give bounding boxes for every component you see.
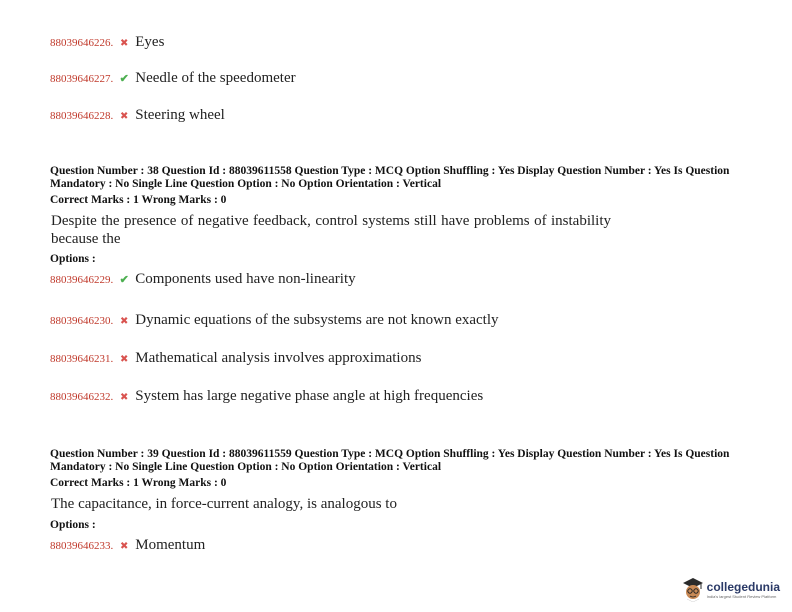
option-id: 88039646226. [50, 37, 114, 49]
question-meta: Question Number : 39 Question Id : 88039611559 Question Type : MCQ Option Shuffling : Yes Display Question Number : Yes Is Question Mandatory : No Single Line Question Option : No Option Orientation : Vertical [50, 448, 730, 473]
question-marks: Correct Marks : 1 Wrong Marks : 0 [50, 194, 227, 206]
logo-tagline: India's largest Student Review Platform [706, 593, 777, 599]
check-icon: ✔ [119, 273, 129, 286]
option-id: 88039646229. [50, 274, 114, 286]
cross-icon: ✖ [120, 111, 129, 122]
option-id: 88039646227. [50, 73, 114, 85]
option-text: Steering wheel [135, 107, 225, 123]
option-text: Momentum [135, 537, 206, 553]
option-row [50, 34, 164, 51]
options-label: Options : [50, 253, 96, 265]
option-text: System has large negative phase angle at high frequencies [135, 388, 484, 404]
check-icon: ✔ [119, 72, 129, 85]
options-label: Options : [50, 519, 96, 531]
option-row [50, 537, 205, 554]
option-row [50, 107, 225, 124]
cross-icon: ✖ [120, 392, 129, 403]
option-text: Components used have non-linearity [135, 271, 356, 287]
option-id: 88039646231. [50, 353, 114, 365]
question-text: The capacitance, in force-current analogy, is analogous to [51, 496, 397, 512]
option-row [50, 70, 296, 87]
cross-icon: ✖ [120, 541, 129, 552]
cross-icon: ✖ [120, 38, 129, 49]
cross-icon: ✖ [120, 354, 129, 365]
option-row [50, 271, 356, 288]
option-text: Mathematical analysis involves approximations [135, 350, 422, 366]
question-text: Despite the presence of negative feedback, control systems still have problems of instability because the [51, 213, 611, 247]
question-marks: Correct Marks : 1 Wrong Marks : 0 [50, 477, 227, 489]
option-id: 88039646232. [50, 391, 114, 403]
option-id: 88039646228. [50, 110, 114, 122]
option-row [50, 312, 499, 329]
option-row [50, 350, 421, 367]
logo-name: collegedunia [706, 579, 780, 594]
graduate-mascot-icon [681, 576, 705, 602]
option-text: Dynamic equations of the subsystems are not known exactly [135, 312, 499, 328]
collegedunia-logo[interactable] [681, 576, 780, 602]
option-id: 88039646230. [50, 315, 114, 327]
option-text: Needle of the speedometer [135, 70, 296, 86]
option-text: Eyes [135, 34, 165, 50]
question-meta: Question Number : 38 Question Id : 88039611558 Question Type : MCQ Option Shuffling : Yes Display Question Number : Yes Is Question Mandatory : No Single Line Question Option : No Option Orientation : Vertical [50, 165, 730, 190]
option-id: 88039646233. [50, 540, 114, 552]
cross-icon: ✖ [120, 316, 129, 327]
option-row [50, 388, 483, 405]
